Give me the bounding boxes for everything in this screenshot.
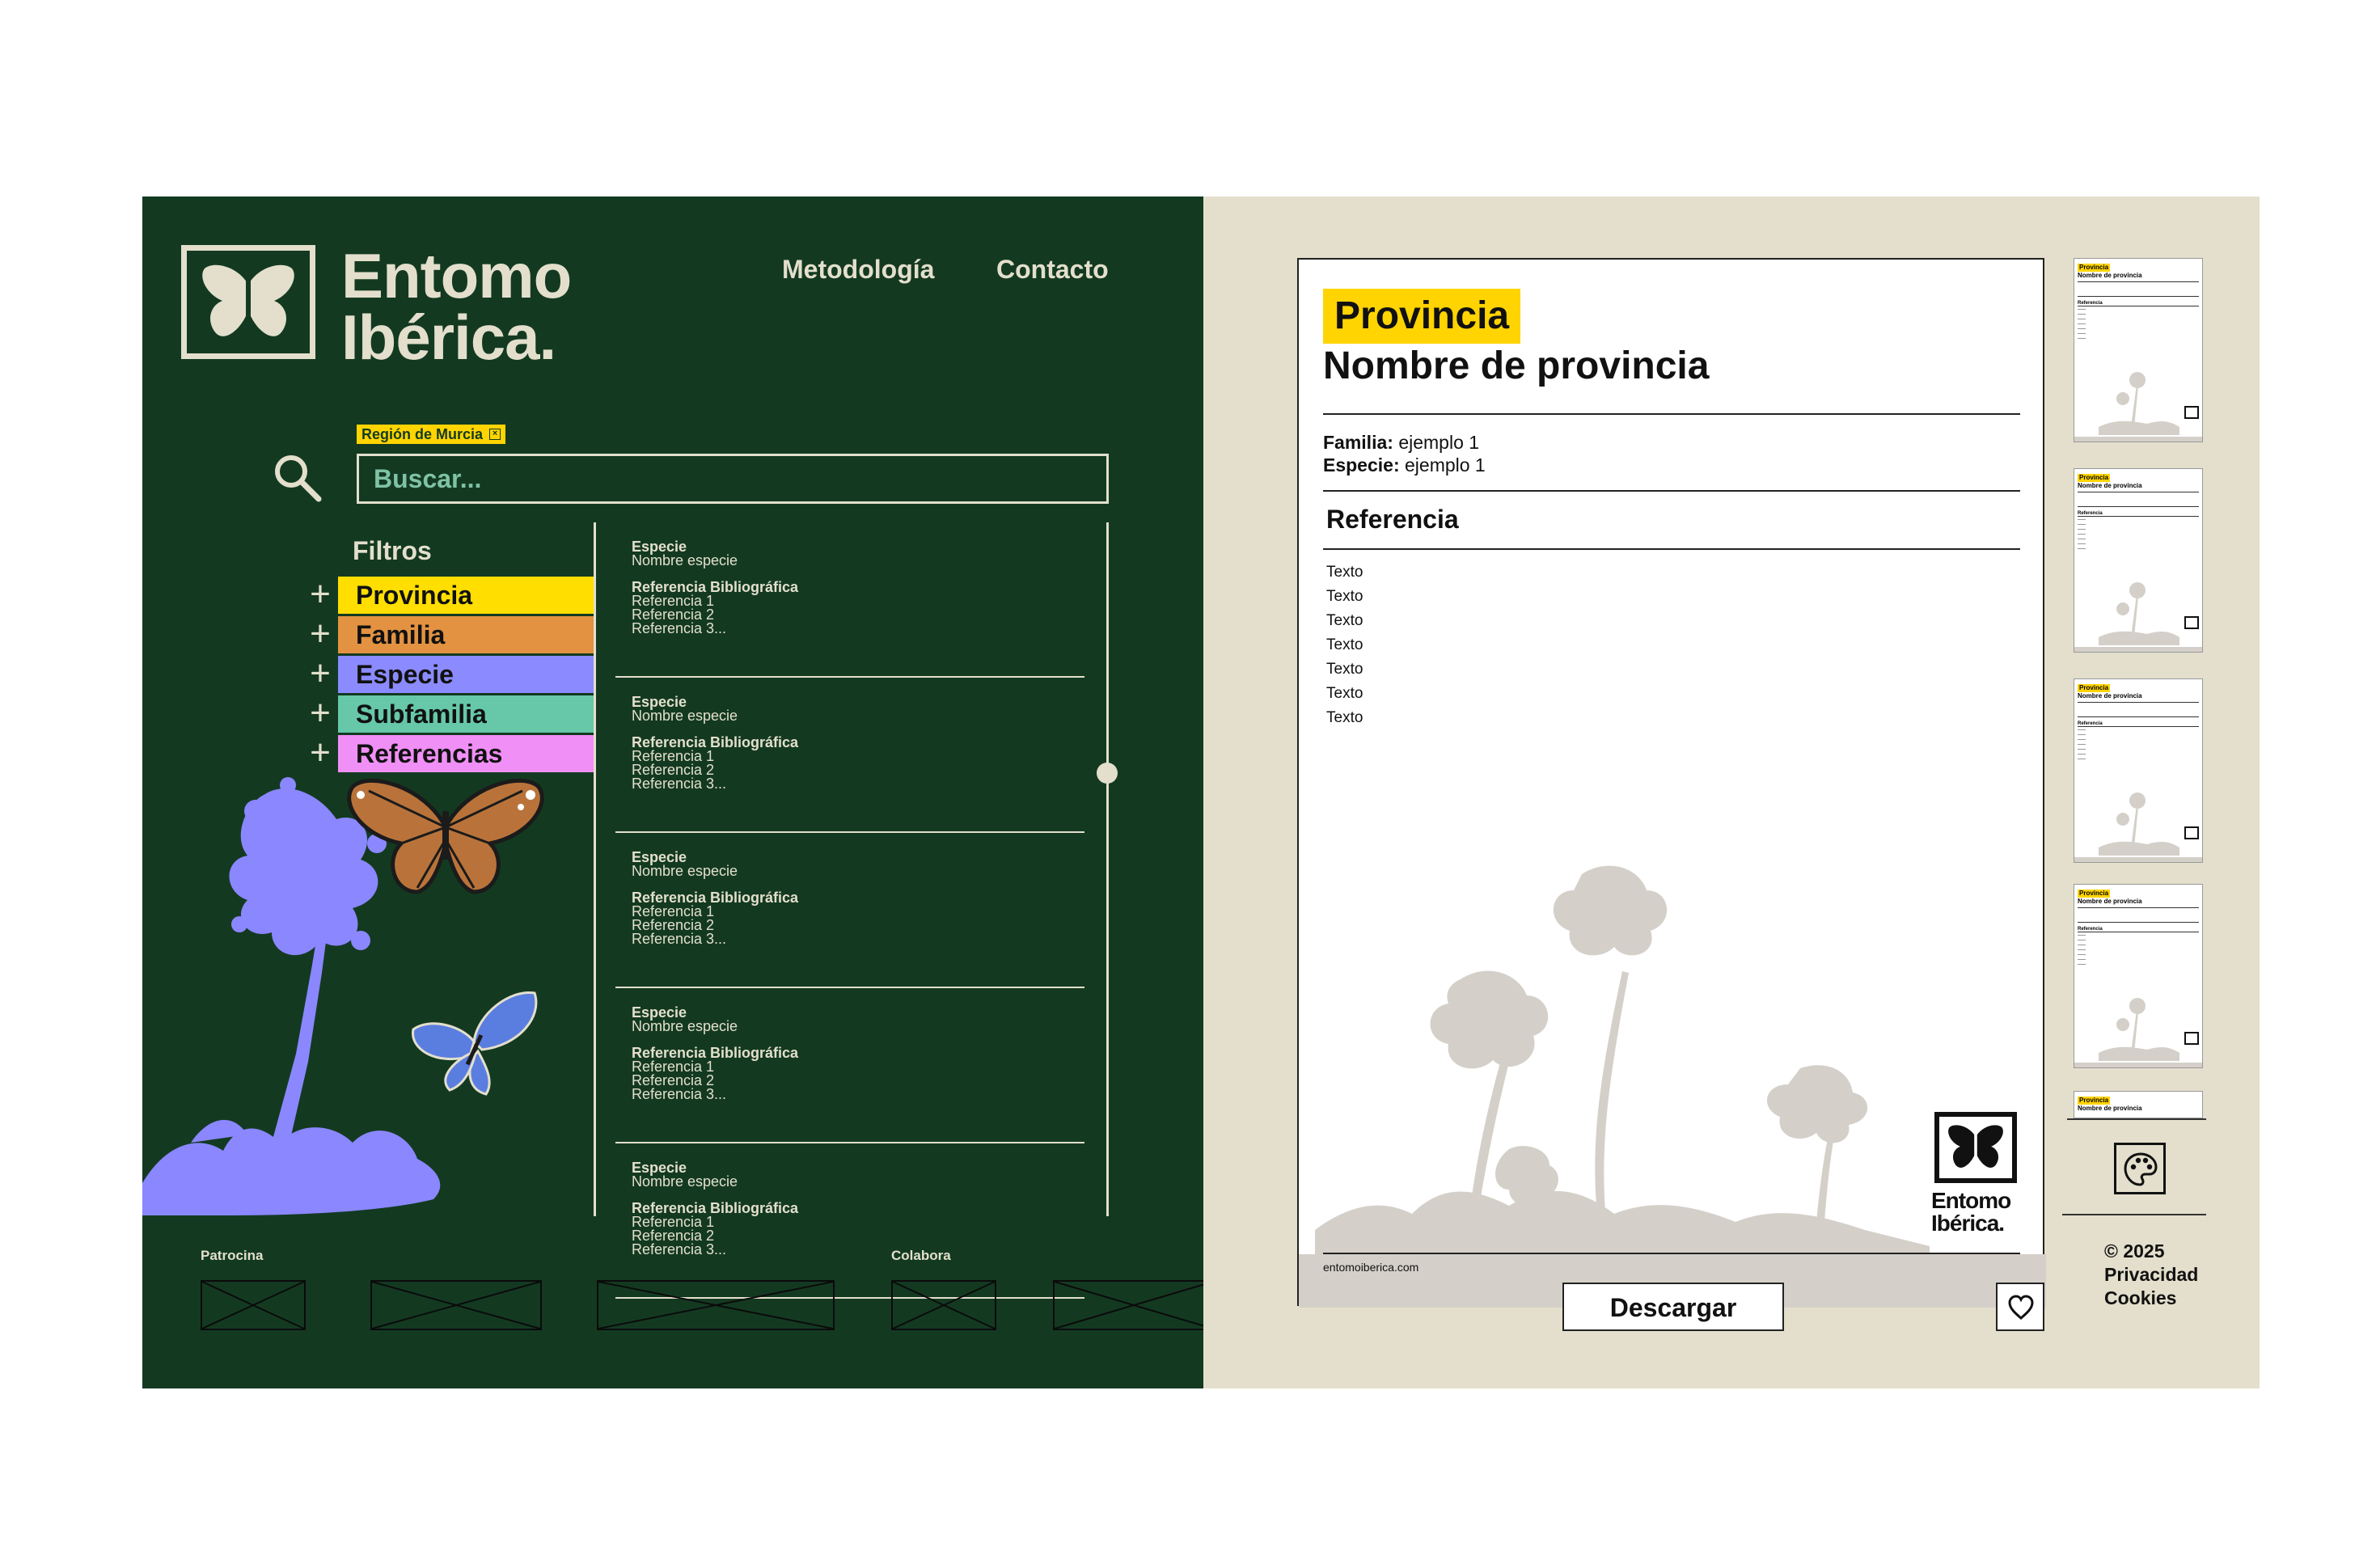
result-item[interactable]: Especie Nombre especie Referencia Bibliográfica Referencia 1 Referencia 2 Referencia 3... [615, 1143, 1084, 1299]
document-url: entomoiberica.com [1323, 1261, 1419, 1274]
chip-label: Región de Murcia [361, 426, 484, 442]
plus-icon[interactable]: + [310, 574, 331, 614]
reference-texts: Texto Texto Texto Texto Texto Texto Texto [1326, 564, 1363, 726]
document-badge: Provincia [1323, 289, 1520, 344]
filter-label[interactable]: Especie [338, 656, 594, 693]
divider [1323, 413, 2020, 415]
sponsor-logo-placeholder[interactable] [370, 1280, 542, 1330]
plus-icon[interactable]: + [310, 653, 331, 693]
plus-icon[interactable]: + [310, 693, 331, 733]
result-item[interactable]: Especie Nombre especie Referencia Bibliográfica Referencia 1 Referencia 2 Referencia 3... [615, 988, 1084, 1143]
active-filter-chip[interactable] [357, 425, 505, 444]
page-thumbnail[interactable]: Provincia Nombre de provincia [2074, 1091, 2203, 1118]
nav-metodologia[interactable]: Metodología [782, 255, 935, 284]
cookies-link[interactable]: Cookies [2104, 1287, 2177, 1308]
download-button[interactable]: Descargar [1562, 1283, 1784, 1331]
right-panel [1203, 197, 2260, 1388]
sponsor-logo-placeholder[interactable] [597, 1280, 835, 1330]
divider [2062, 1214, 2206, 1215]
divider [1323, 548, 2020, 550]
collaborator-logo-placeholder[interactable] [891, 1280, 996, 1330]
sponsors-label: Patrocina [201, 1248, 264, 1263]
monarch-butterfly-image [336, 763, 555, 900]
scrollbar-track[interactable] [1106, 522, 1109, 1216]
result-item[interactable]: Especie Nombre especie Referencia Bibliográfica Referencia 1 Referencia 2 Referencia 3... [615, 522, 1084, 678]
plus-icon[interactable]: + [310, 733, 331, 772]
blue-butterfly-image [405, 985, 543, 1098]
close-icon[interactable]: × [489, 429, 501, 440]
page-thumbnail[interactable]: Provincia Nombre de provincia Referencia [2074, 468, 2203, 653]
page-thumbnail[interactable]: Provincia Nombre de provincia Referencia [2074, 678, 2203, 863]
document-logo [1934, 1112, 2017, 1183]
nav-contacto[interactable]: Contacto [996, 255, 1109, 284]
document-preview [1297, 258, 2044, 1306]
result-item[interactable]: Especie Nombre especie Referencia Bibliográfica Referencia 1 Referencia 2 Referencia 3... [615, 833, 1084, 988]
flower-illustration-watermark [1315, 842, 1930, 1262]
filter-label[interactable]: Familia [338, 616, 594, 653]
sponsor-logo-placeholder[interactable] [201, 1280, 306, 1330]
filter-label[interactable]: Subfamilia [338, 695, 594, 733]
collaborators-label: Colabora [891, 1248, 951, 1263]
result-item[interactable]: Especie Nombre especie Referencia Bibliográfica Referencia 1 Referencia 2 Referencia 3... [615, 678, 1084, 833]
butterfly-icon [1946, 1122, 2006, 1173]
collaborator-logo-placeholder[interactable] [1053, 1280, 1215, 1330]
filter-label[interactable]: Provincia [338, 577, 594, 614]
filters-title: Filtros [353, 536, 432, 565]
divider [2067, 1118, 2206, 1120]
document-title: Nombre de provincia [1323, 344, 1710, 387]
theme-button[interactable] [2114, 1143, 2166, 1194]
search-input[interactable] [357, 454, 1109, 504]
favorite-button[interactable] [1996, 1283, 2044, 1331]
search-icon[interactable] [272, 452, 323, 504]
document-meta: Familia: ejemplo 1 Especie: ejemplo 1 [1323, 432, 1486, 475]
butterfly-icon [198, 260, 298, 344]
document-logo-text: Entomo Ibérica. [1931, 1188, 2011, 1236]
brand-name[interactable]: Entomo Ibérica. [341, 240, 572, 373]
scrollbar-thumb[interactable] [1097, 763, 1118, 784]
filter-label[interactable]: Referencias [338, 735, 594, 772]
left-panel [142, 197, 1203, 1388]
divider [1323, 490, 2020, 492]
privacy-link[interactable]: Privacidad [2104, 1264, 2199, 1285]
site-footer [2104, 1240, 2198, 1310]
reference-title: Referencia [1326, 505, 1459, 534]
copyright: © 2025 [2104, 1240, 2165, 1262]
palette-icon [2122, 1151, 2159, 1188]
page-thumbnail[interactable]: Provincia Nombre de provincia Referencia [2074, 884, 2203, 1068]
plus-icon[interactable]: + [310, 614, 331, 653]
page-thumbnail[interactable]: Provincia Nombre de provincia Referencia [2074, 258, 2203, 442]
brand-logo[interactable] [181, 245, 315, 359]
heart-icon [2007, 1294, 2035, 1321]
app-frame [142, 197, 2260, 1388]
